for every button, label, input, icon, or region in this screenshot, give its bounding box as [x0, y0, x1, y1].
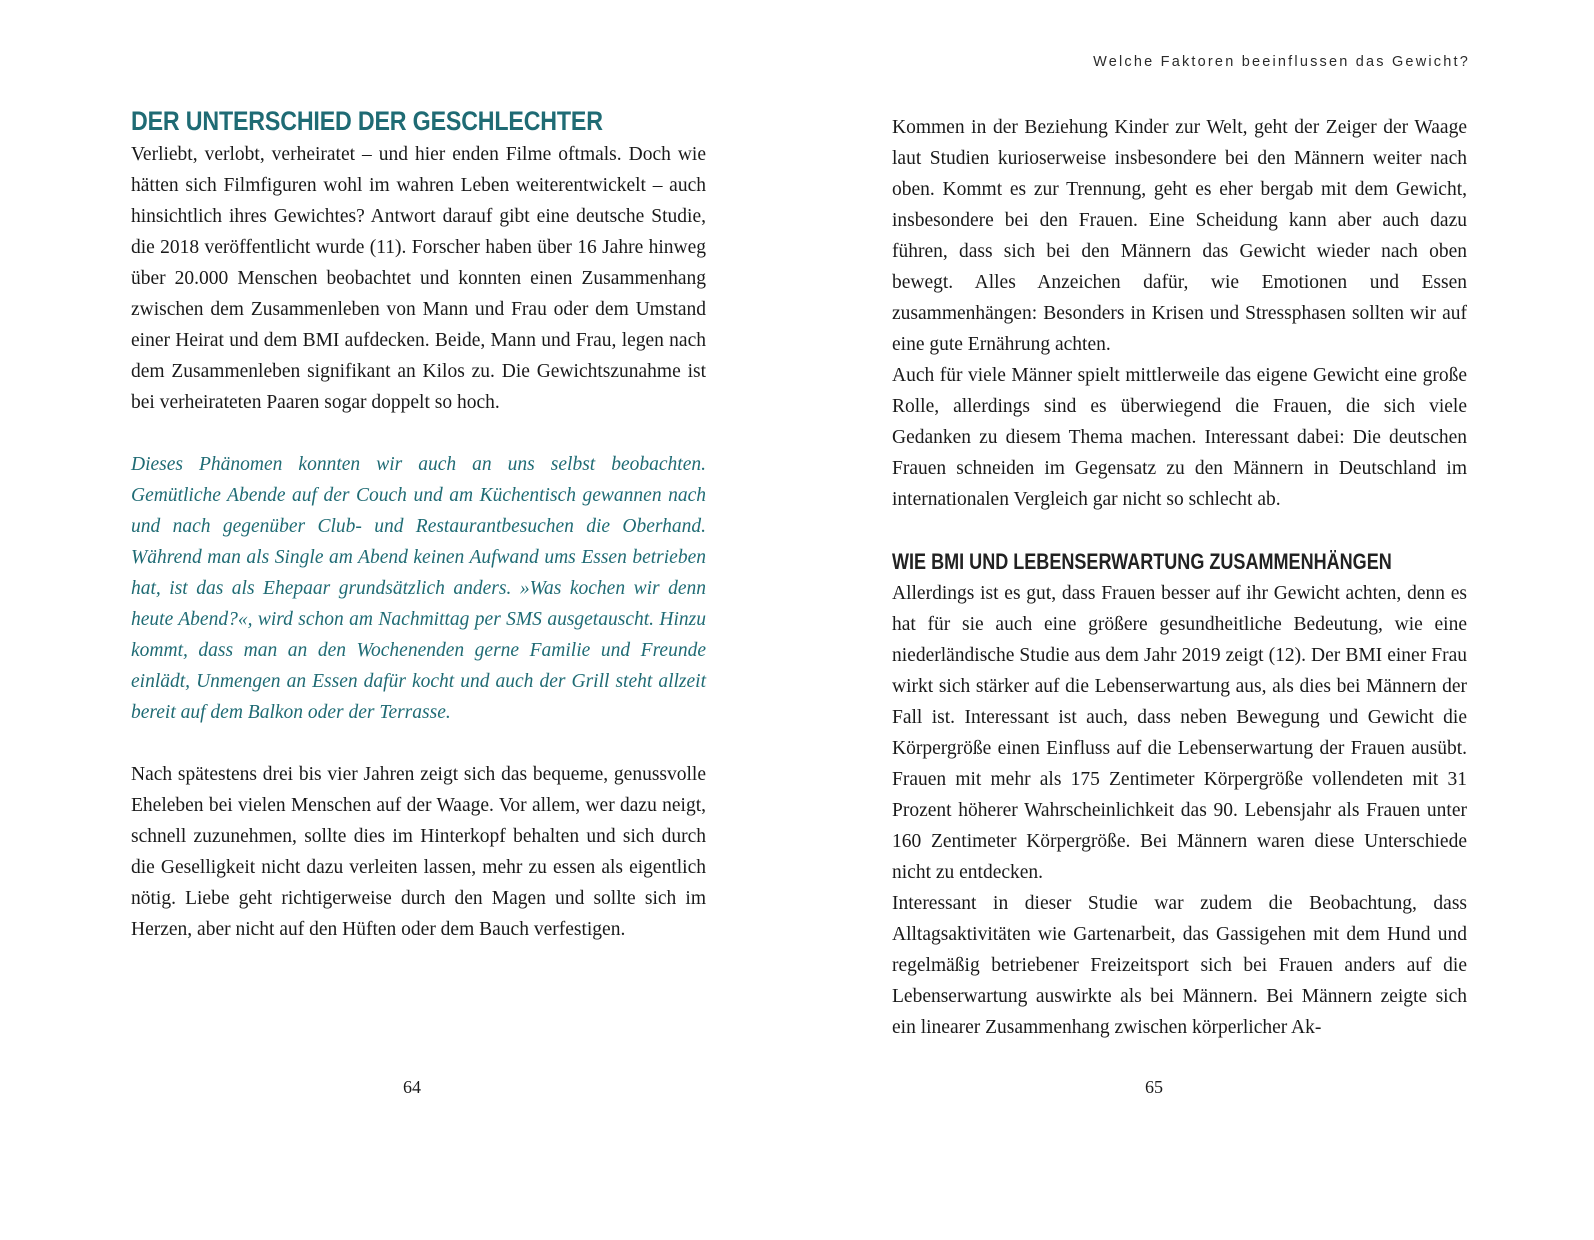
body-paragraph: Verliebt, verlobt, verheiratet – und hier enden Filme oftmals. Doch wie hätten sich Filmfiguren wohl im wahren Leben weiterentwickelt – auch hinsichtlich ihres Gewichtes? Antwort darauf gibt eine deutsche Studie, die 2018 veröffentlicht wurde (11). Forscher haben über 16 Jahre hinweg über 20.000 Menschen beobachtet und konnten einen Zusammenhang zwischen dem Zusammenleben von Mann und Frau oder dem Umstand einer Heirat und dem BMI aufdecken. Beide, Mann und Frau, legen nach dem Zusammenleben signifikant an Kilos zu. Die Gewichtszunahme ist bei verheirateten Paaren sogar doppelt so hoch. — [131, 144, 706, 413]
body-paragraph: Nach spätestens drei bis vier Jahren zeigt sich das bequeme, genussvolle Eheleben bei vielen Menschen auf der Waage. Vor allem, wer dazu neigt, schnell zuzunehmen, sollte dies im Hinterkopf behalten und sich durch die Geselligkeit nicht dazu verleiten lassen, mehr zu essen als eigentlich nötig. Liebe geht richtigerweise durch den Magen und sollte sich im Herzen, aber nicht auf den Hüften oder dem Bauch verfestigen. — [131, 764, 706, 940]
body-paragraph: Allerdings ist es gut, dass Frauen besser auf ihr Gewicht achten, denn es hat für sie auch eine größere gesundheitliche Bedeutung, wie eine niederländische Studie aus dem Jahr 2019 zeigt (12). Der BMI einer Frau wirkt sich stärker auf die Lebenserwartung aus, als dies bei Männern der Fall ist. Interessant ist auch, dass neben Bewegung und Gewicht die Körpergröße einen Einfluss auf die Lebenserwartung der Frauen ausübt. Frauen mit mehr als 175 Zentimeter Körpergröße vollendeten mit 31 Prozent höherer Wahrscheinlichkeit das 90. Lebensjahr als Frauen unter 160 Zentimeter Körpergröße. Bei Männern waren diese Unterschiede nicht zu entdecken. — [892, 583, 1467, 883]
section-spacer — [892, 515, 1467, 551]
subsection-heading: WIE BMI UND LEBENSERWARTUNG ZUSAMMENHÄNGEN — [892, 549, 1392, 574]
paragraph-spacer — [131, 728, 706, 759]
page-number: 65 — [1145, 1077, 1163, 1097]
body-paragraph: Interessant in dieser Studie war zudem die Beobachtung, dass Alltagsaktivitäten wie Gartenarbeit, das Gassigehen mit dem Hund und regelmäßig betriebener Freizeitsport sich bei Frauen anders auf die Lebenserwartung auswirkte als bei Männern. Bei Männern zeigte sich ein linearer Zusammenhang zwischen körperlicher Ak- — [892, 893, 1467, 1038]
right-text-column — [892, 112, 1467, 1043]
body-paragraph: Auch für viele Männer spielt mittlerweile das eigene Gewicht eine große Rolle, allerdings sind es überwiegend die Frauen, die sich viele Gedanken zu diesem Thema machen. Interessant dabei: Die deutschen Frauen schneiden im Gegensatz zu den Männern in Deutschland im internationalen Vergleich gar nicht so schlecht ab. — [892, 365, 1467, 510]
section-heading: DER UNTERSCHIED DER GESCHLECHTER — [131, 106, 603, 136]
body-paragraph: Kommen in der Beziehung Kinder zur Welt, geht der Zeiger der Waage laut Studien kurioserweise insbesondere bei den Männern weiter nach oben. Kommt es zur Trennung, geht es eher bergab mit dem Gewicht, insbesondere bei den Frauen. Eine Scheidung kann aber auch dazu führen, dass sich bei den Männern das Gewicht wieder nach oben bewegt. Alles Anzeichen dafür, wie Emotionen und Essen zusammenhängen: Besonders in Krisen und Stressphasen sollten wir auf eine gute Ernährung achten. — [892, 117, 1467, 355]
page-number: 64 — [403, 1077, 421, 1097]
running-header: Welche Faktoren beeinflussen das Gewicht? — [1093, 54, 1470, 70]
personal-note-paragraph: Dieses Phänomen konnten wir auch an uns selbst beobachten. Gemütliche Abende auf der Couch und am Küchentisch gewannen nach und nach gegenüber Club- und Restaurantbesuchen die Oberhand. Während man als Single am Abend keinen Aufwand ums Essen betrieben hat, ist das als Ehepaar grundsätzlich anders. »Was kochen wir denn heute Abend?«, wird schon am Nachmittag per SMS ausgetauscht. Hinzu kommt, dass man an den Wochenenden gerne Familie und Freunde einlädt, Unmengen an Essen dafür kocht und auch der Grill steht allzeit bereit auf dem Balkon oder der Terrasse. — [131, 454, 706, 723]
paragraph-spacer — [131, 418, 706, 449]
right-page — [797, 0, 1594, 1240]
left-text-column — [131, 108, 706, 945]
